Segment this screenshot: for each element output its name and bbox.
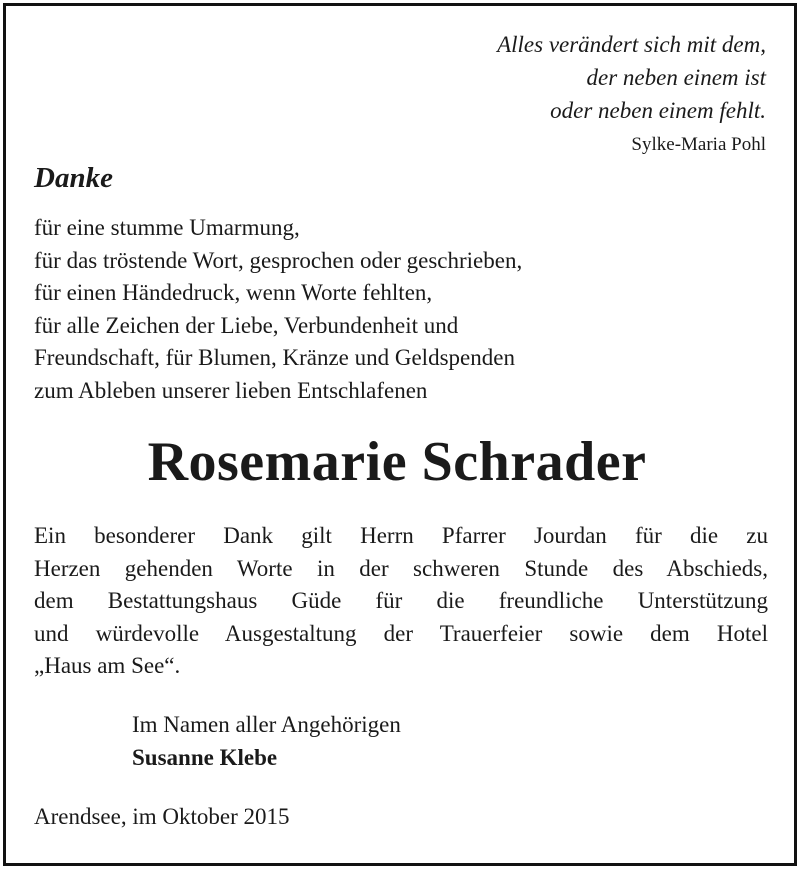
special-thanks-line: dem Bestattungshaus Güde für die freundliche Unterstützung: [34, 588, 768, 613]
quote-line: oder neben einem fehlt.: [550, 98, 766, 123]
thanks-line: für einen Händedruck, wenn Worte fehlten,: [34, 280, 433, 305]
special-thanks-line: Herzen gehenden Worte in der schweren Stunde des Abschieds,: [34, 555, 768, 581]
special-thanks-line: „Haus am See“.: [34, 653, 181, 678]
quote-line: Alles verändert sich mit dem,: [497, 32, 766, 57]
thanks-text: [34, 212, 522, 407]
quote-author: Sylke-Maria Pohl: [631, 134, 766, 155]
thanks-heading: Danke: [34, 162, 113, 194]
thanks-line: Freundschaft, für Blumen, Kränze und Geldspenden: [34, 345, 515, 370]
special-thanks-line: Ein besonderer Dank gilt Herrn Pfarrer Jourdan für die zu: [34, 523, 768, 548]
special-thanks-line: und würdevolle Ausgestaltung der Trauerfeier sowie dem Hotel: [34, 620, 768, 646]
signature-block: [132, 708, 401, 774]
signature-name: Susanne Klebe: [132, 745, 278, 770]
special-thanks-text: [34, 520, 768, 683]
epigraph-quote: [497, 28, 766, 127]
thanks-line: für eine stumme Umarmung,: [34, 215, 300, 240]
thanks-line: zum Ableben unserer lieben Entschlafenen: [34, 377, 428, 403]
thanks-line: für alle Zeichen der Liebe, Verbundenheit und: [34, 312, 459, 338]
thanks-line: für das tröstende Wort, gesprochen oder geschrieben,: [34, 247, 523, 273]
quote-line: der neben einem ist: [586, 65, 766, 90]
signature-line: Im Namen aller Angehörigen: [132, 712, 401, 737]
place-date: Arendsee, im Oktober 2015: [34, 804, 290, 829]
deceased-name: Rosemarie Schrader: [147, 431, 647, 493]
